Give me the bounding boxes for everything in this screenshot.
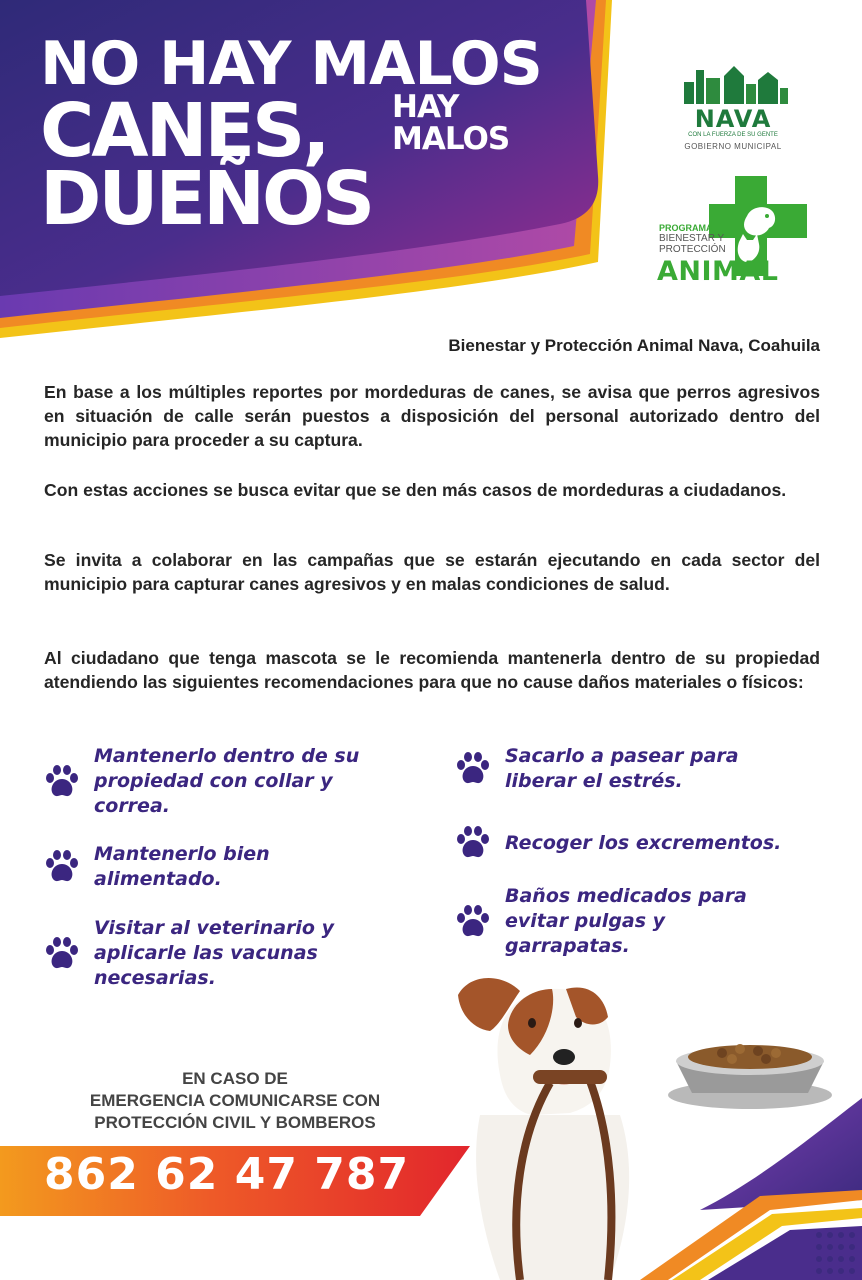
headline-line-1: NO HAY MALOS <box>40 29 542 99</box>
dog-illustration <box>440 965 840 1280</box>
nava-name: NAVA <box>694 105 772 133</box>
paragraph-actions: Con estas acciones se busca evitar que se den más casos de mordeduras a ciudadanos. <box>44 480 787 500</box>
paragraph-campaigns: Se invita a colaborar en las campañas que se estarán ejecutando en cada sector del municipio para capturar canes agresivos y en malas condiciones de salud. <box>44 550 820 594</box>
animal-bienestar-label: BIENESTAR Y <box>659 233 725 244</box>
headline-line-3: DUEÑOS <box>40 156 373 242</box>
dots-decoration-icon <box>814 1230 856 1274</box>
paragraph-recommendation-intro: Al ciudadano que tenga mascota se le recomienda mantenerla dentro de su propiedad atendiendo las siguientes recomendaciones para que no cause daños materiales o físicos: <box>44 648 820 692</box>
emergency-line-3: PROTECCIÓN CIVIL Y BOMBEROS <box>94 1113 376 1132</box>
nava-tagline: CON LA FUERZA DE SU GENTE <box>688 132 778 138</box>
animal-proteccion-label: PROTECCIÓN <box>659 244 726 255</box>
recommendation-text: Mantenerlo bien alimentado. <box>94 843 270 890</box>
recommendation-text: Visitar al veterinario y aplicarle las vacunas necesarias. <box>94 917 334 989</box>
emergency-phone-number: 862 62 47 787 <box>44 1149 410 1200</box>
headline-line-2: CANES, <box>40 88 328 174</box>
emergency-line-2: EMERGENCIA COMUNICARSE CON <box>89 1091 381 1110</box>
emergency-line-1: EN CASO DE <box>182 1069 288 1088</box>
recommendation-text: Recoger los excrementos. <box>505 831 782 854</box>
food-bowl-icon <box>668 1044 832 1109</box>
recommendation-text: Sacarlo a pasear para liberar el estrés. <box>505 745 739 792</box>
paragraph-reports: En base a los múltiples reportes por mordeduras de canes, se avisa que perros agresivos en situación de calle serán puestos a disposición del personal autorizado dentro del municipio para proceder a su captura. <box>44 382 820 450</box>
emergency-contact-text <box>40 1068 430 1134</box>
organization-line: Bienestar y Protección Animal Nava, Coahuila <box>448 336 820 355</box>
recommendation-text: Mantenerlo dentro de su propiedad con collar y correa. <box>94 745 360 817</box>
headline-side-line-1: HAY <box>392 89 459 125</box>
headline-side-line-2: MALOS <box>392 121 510 157</box>
recommendation-text: Baños medicados para evitar pulgas y garrapatas. <box>505 885 747 957</box>
nava-government: GOBIERNO MUNICIPAL <box>684 142 782 151</box>
animal-program-label: PROGRAMA <box>659 223 713 233</box>
animal-label: ANIMAL <box>657 256 779 287</box>
